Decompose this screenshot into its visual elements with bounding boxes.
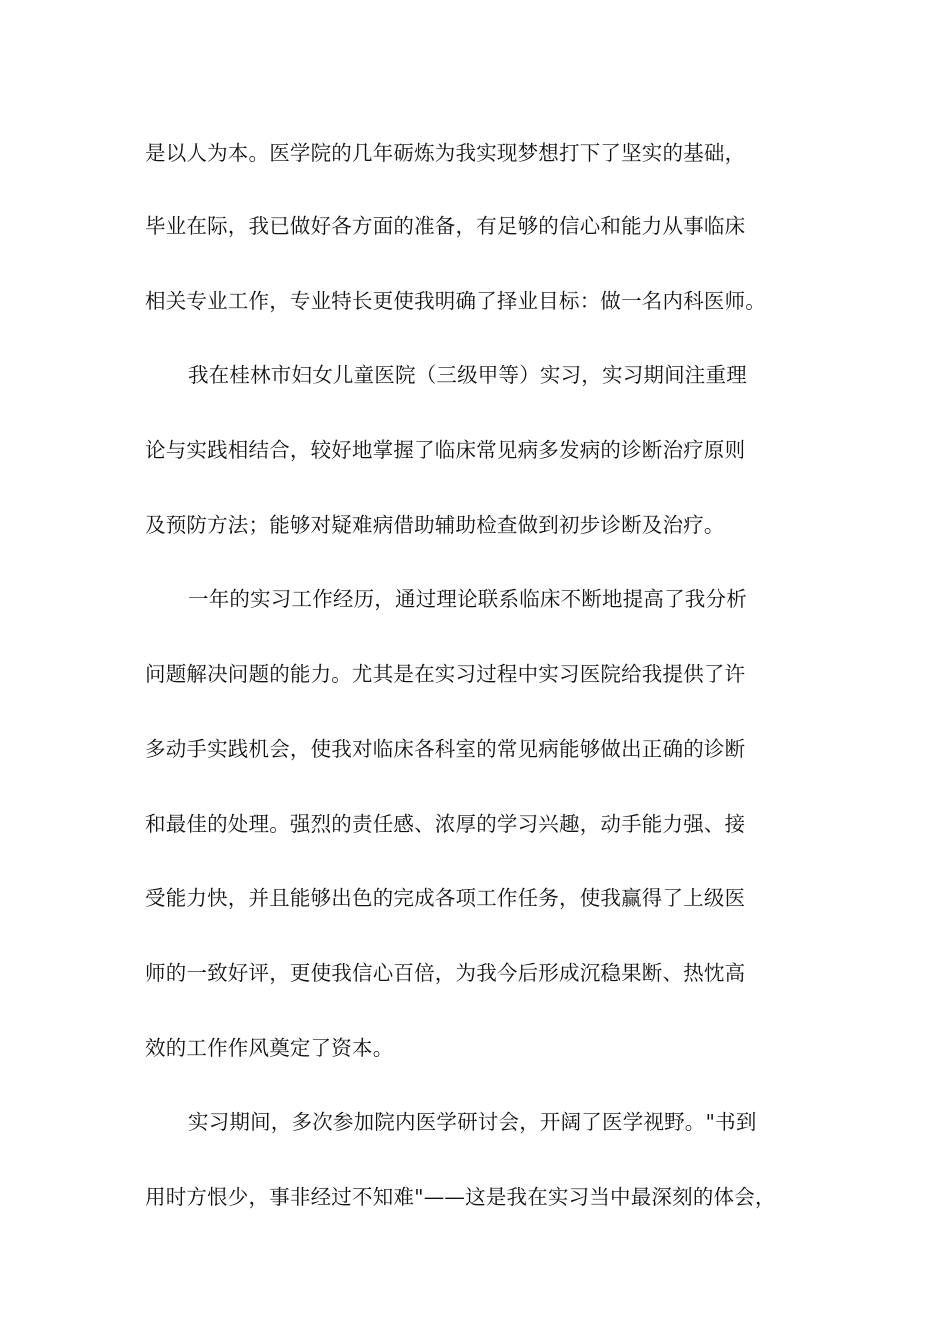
text-line: 相关专业工作，专业特长更使我明确了择业目标：做一名内科医师。 bbox=[145, 289, 766, 313]
text-line: 效的工作作风奠定了资本。 bbox=[145, 1036, 394, 1060]
text-line: 毕业在际，我已做好各方面的准备，有足够的信心和能力从事临床 bbox=[145, 214, 746, 238]
text-line: 论与实践相结合，较好地掌握了临床常见病多发病的诊断治疗原则 bbox=[145, 438, 746, 462]
text-line: 师的一致好评，更使我信心百倍，为我今后形成沉稳果断、热忱高 bbox=[145, 961, 746, 985]
text-line: 受能力快，并且能够出色的完成各项工作任务，使我赢得了上级医 bbox=[145, 886, 746, 910]
text-line: 和最佳的处理。强烈的责任感、浓厚的学习兴趣，动手能力强、接 bbox=[145, 812, 746, 836]
text-line: 用时方恨少，事非经过不知难"——这是我在实习当中最深刻的体会， bbox=[145, 1185, 776, 1209]
text-line: 是以人为本。医学院的几年砺炼为我实现梦想打下了坚实的基础， bbox=[145, 141, 746, 165]
paragraph-start-line: 一年的实习工作经历，通过理论联系临床不断地提高了我分析 bbox=[188, 587, 747, 611]
text-line: 及预防方法；能够对疑难病借助辅助检查做到初步诊断及治疗。 bbox=[145, 513, 725, 537]
text-line: 多动手实践机会，使我对临床各科室的常见病能够做出正确的诊断 bbox=[145, 737, 746, 761]
text-line: 问题解决问题的能力。尤其是在实习过程中实习医院给我提供了许 bbox=[145, 662, 746, 686]
paragraph-start-line: 我在桂林市妇女儿童医院（三级甲等）实习，实习期间注重理 bbox=[188, 363, 747, 387]
paragraph-start-line: 实习期间，多次参加院内医学研讨会，开阔了医学视野。"书到 bbox=[188, 1110, 757, 1134]
